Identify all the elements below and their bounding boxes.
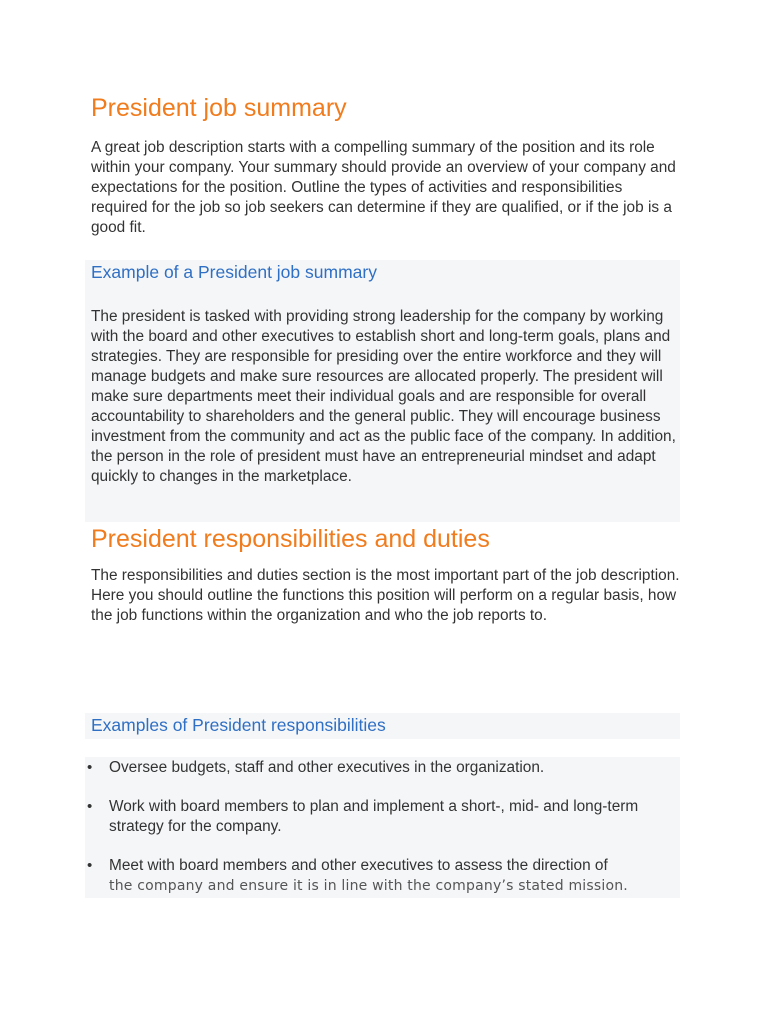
examples-responsibilities-heading: Examples of President responsibilities [91,715,386,735]
example-summary-paragraph: The president is tasked with providing strong leadership for the company by working with the board and other executives to establish short and long-term goals, plans and strategies. They are responsible for presiding over the entire workforce and they will manage budgets and make sure resources are allocated properly. The president will make sure departments meet their individual goals and are responsible for overall accountability to shareholders and the general public. They will encourage business investment from the community and act as the public face of the company. In addition, the person in the role of president must have an entrepreneurial mindset and adapt quickly to changes in the marketplace. [91,308,676,485]
list-item-text: Meet with board members and other executives to assess the direction of [109,857,608,874]
responsibilities-intro-paragraph: The responsibilities and duties section is the most important part of the job description. Here you should outline the functions this position will perform on a regular basis, how the job functions within the organization and who the job reports to. [91,567,680,624]
job-summary-intro-paragraph: A great job description starts with a compelling summary of the position and its role within your company. Your summary should provide an overview of your company and expectations for the position. Outline the types of activities and responsibilities required for the job so job seekers can determine if they are qualified, or if the job is a good fit. [91,139,676,236]
section-heading-responsibilities: President responsibilities and duties [91,525,490,553]
list-item-text: Oversee budgets, staff and other executives in the organization. [109,759,545,776]
example-summary-heading: Example of a President job summary [91,262,377,282]
responsibilities-list [85,758,680,915]
list-item-continuation-text: the company and ensure it is in line with the company’s stated mission. [109,878,628,894]
list-item-text: Work with board members to plan and implement a short-, mid- and long-term strategy for the company. [109,798,639,835]
list-item [85,856,680,896]
section-heading-job-summary: President job summary [91,94,347,122]
bullet-icon: • [87,857,93,874]
bullet-icon: • [87,798,93,815]
list-item [85,758,680,778]
list-item [85,797,680,837]
bullet-icon: • [87,759,93,776]
